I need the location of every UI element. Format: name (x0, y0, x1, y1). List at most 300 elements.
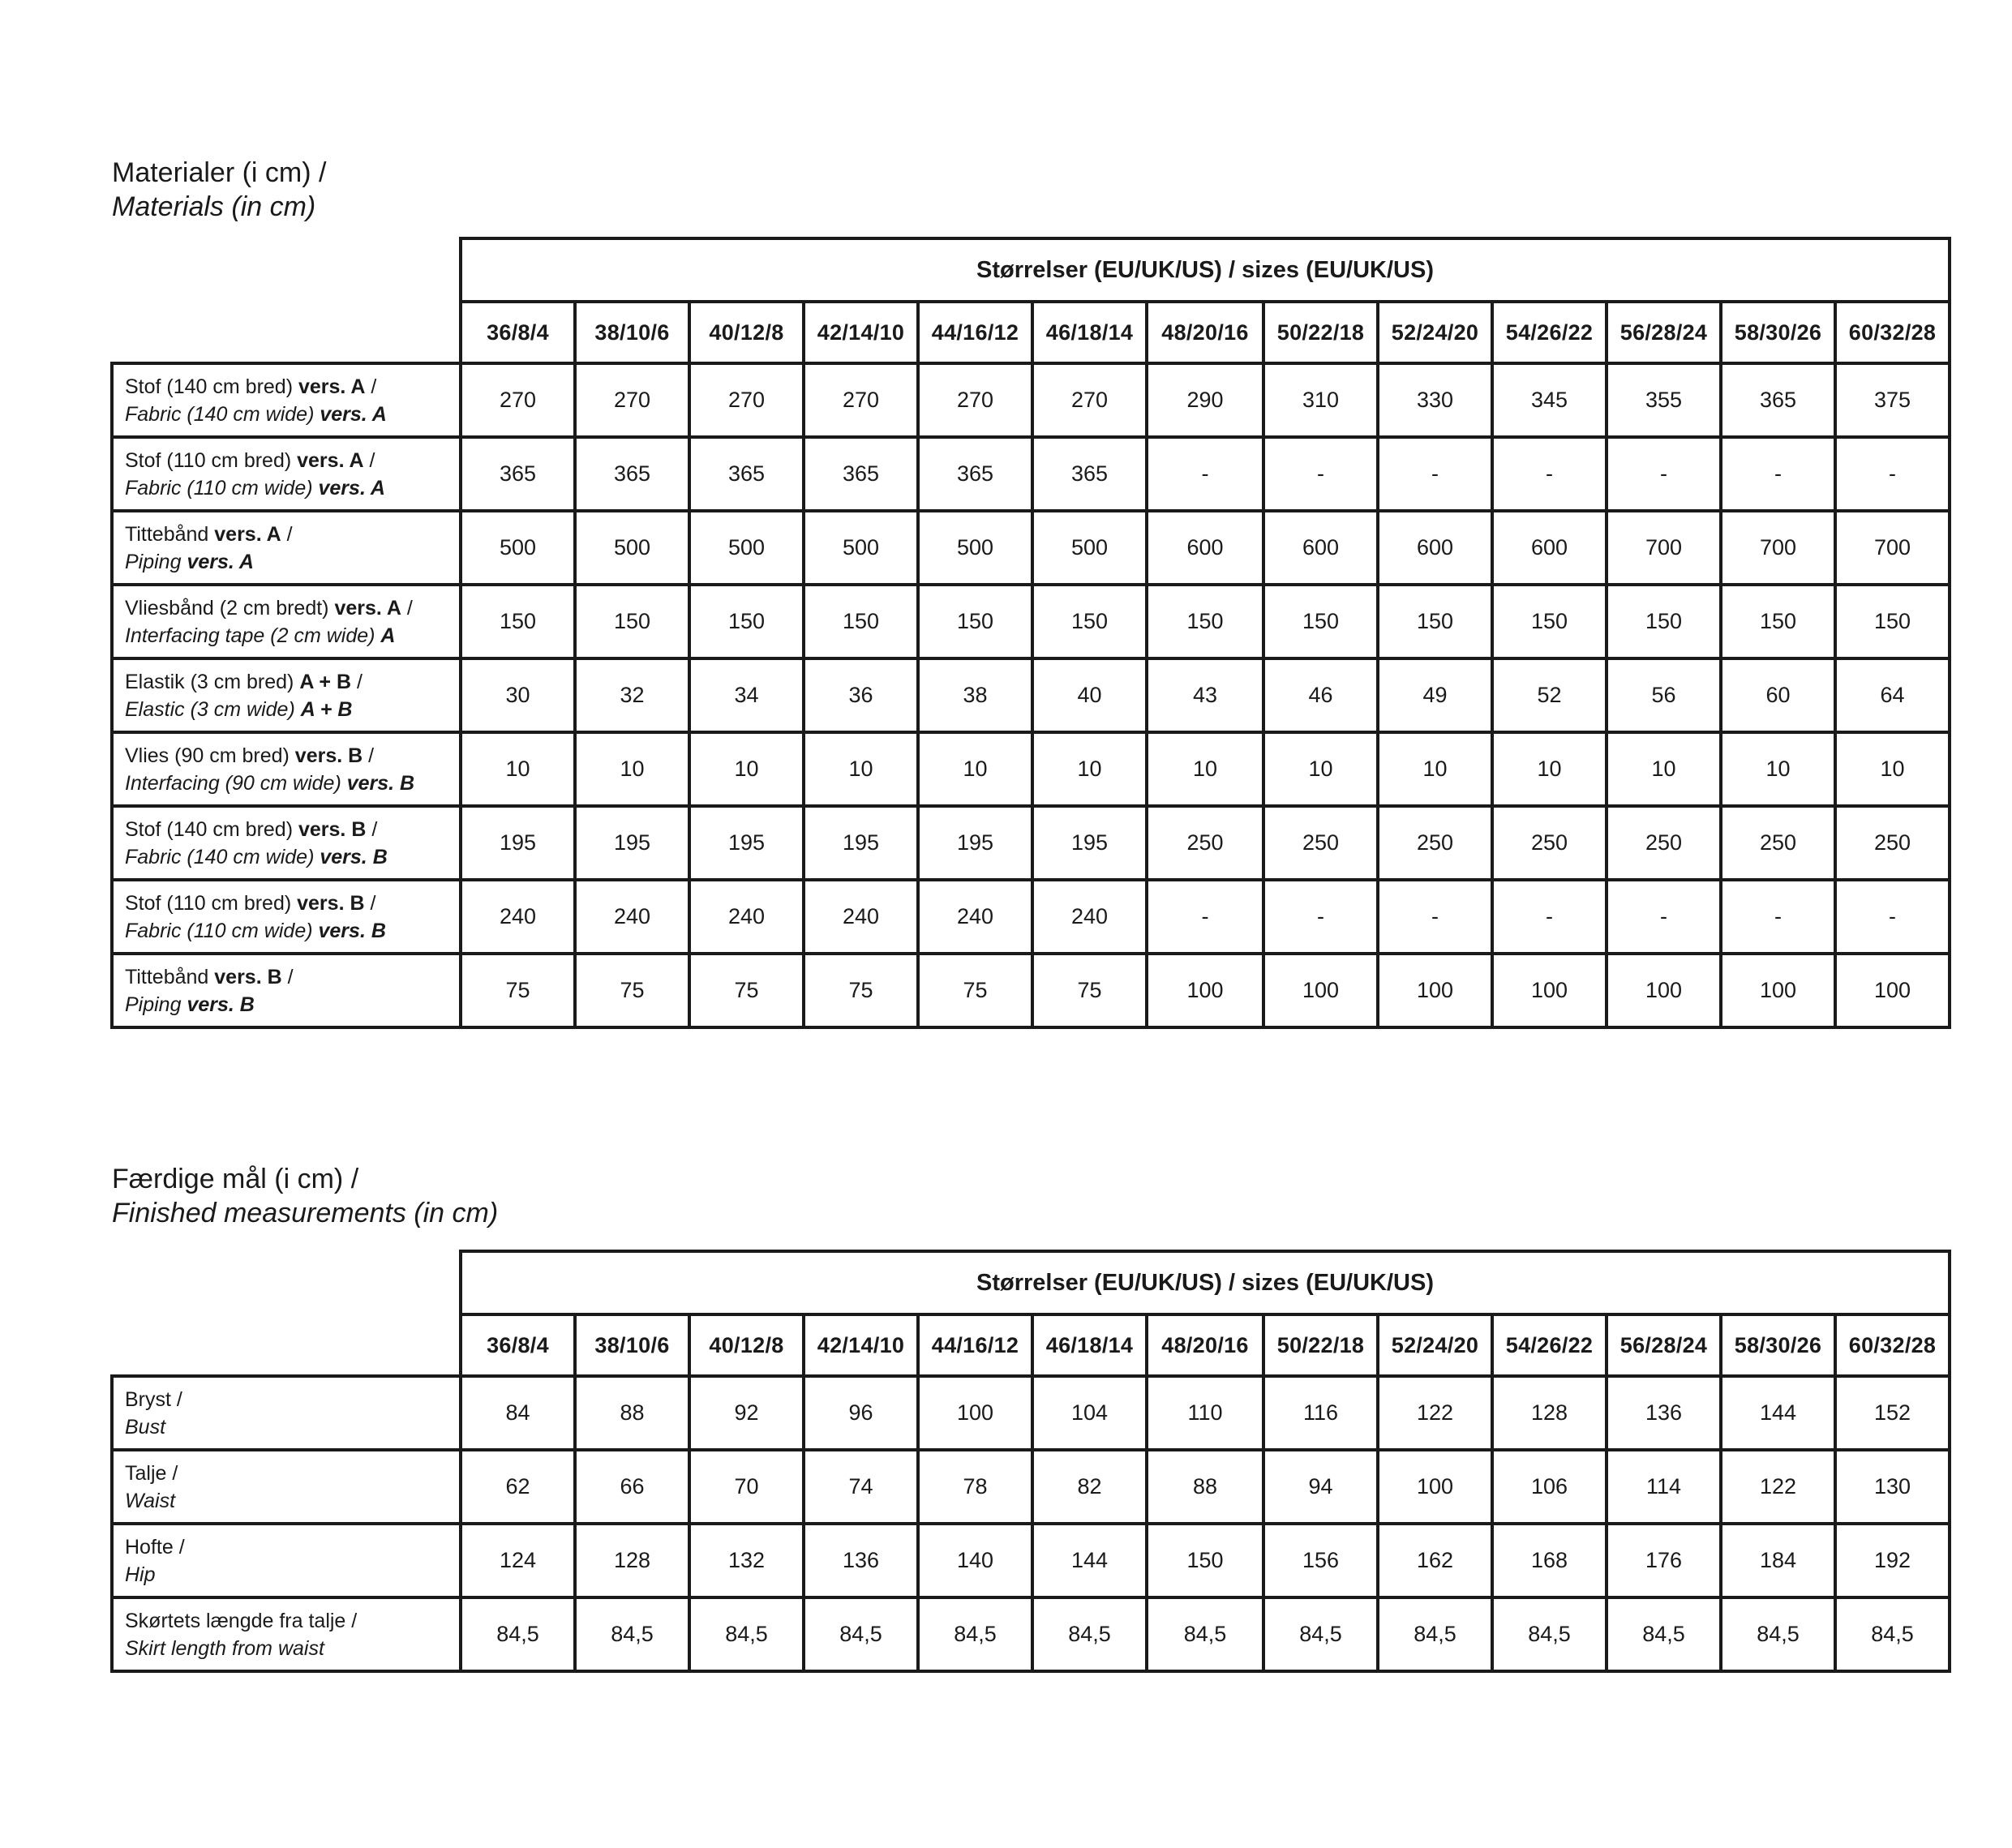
table-row (112, 511, 1950, 585)
row-label-da (125, 818, 377, 841)
table-cell: 128 (575, 1524, 689, 1597)
table-cell: - (1721, 437, 1835, 511)
table-cell: 150 (1263, 585, 1378, 658)
table-cell: 128 (1492, 1376, 1607, 1450)
table-cell: 62 (461, 1450, 575, 1524)
row-label-da-text: Hofte (125, 1535, 174, 1559)
table-cell: 240 (689, 880, 804, 954)
table-cell: 162 (1378, 1524, 1492, 1597)
row-label-da (125, 523, 293, 546)
table-cell: - (1378, 437, 1492, 511)
row-label-en-version: vers. A (320, 402, 387, 426)
table-cell: 84,5 (689, 1597, 804, 1671)
table-cell: 700 (1721, 511, 1835, 585)
row-label (112, 437, 461, 511)
row-label (112, 806, 461, 880)
table-cell: 84,5 (1263, 1597, 1378, 1671)
table-cell: 10 (1263, 732, 1378, 806)
materials-title-en: Materials (in cm) (112, 191, 316, 222)
table-cell: 250 (1721, 806, 1835, 880)
row-label-en-text: Fabric (110 cm wide) (125, 919, 319, 942)
table-cell: - (1263, 437, 1378, 511)
table-cell: 100 (1721, 954, 1835, 1027)
row-label-da (125, 1536, 185, 1559)
table-cell: 250 (1147, 806, 1263, 880)
table-cell: 75 (689, 954, 804, 1027)
size-column-header: 46/18/14 (1032, 302, 1147, 363)
table-cell: 150 (918, 585, 1032, 658)
table-cell: 240 (461, 880, 575, 954)
row-label-da-text: Elastik (3 cm bred) (125, 670, 300, 693)
table-cell: 40 (1032, 658, 1147, 732)
materials-title-da: Materialer (i cm) / (112, 157, 327, 188)
table-cell: 43 (1147, 658, 1263, 732)
table-cell: 10 (804, 732, 918, 806)
table-cell: 600 (1147, 511, 1263, 585)
table-cell: 140 (918, 1524, 1032, 1597)
size-column-header: 36/8/4 (461, 302, 575, 363)
table-row (112, 732, 1950, 806)
row-label (112, 658, 461, 732)
table-cell: 75 (461, 954, 575, 1027)
table-cell: 100 (1263, 954, 1378, 1027)
table-cell: 365 (461, 437, 575, 511)
row-label-da (125, 1610, 357, 1632)
row-label-en (125, 1561, 459, 1589)
table-cell: 75 (918, 954, 1032, 1027)
size-column-header: 42/14/10 (804, 302, 918, 363)
size-column-header: 48/20/16 (1147, 1314, 1263, 1376)
table-cell: 132 (689, 1524, 804, 1597)
table-cell: 94 (1263, 1450, 1378, 1524)
row-label-en-text: Bust (125, 1415, 166, 1439)
row-label-separator: / (166, 1461, 178, 1485)
row-label-da-text: Skørtets længde fra talje (125, 1609, 346, 1632)
materials-sizes-header: Størrelser (EU/UK/US) / sizes (EU/UK/US) (461, 238, 1950, 302)
table-row (112, 658, 1950, 732)
row-label-en (125, 622, 459, 650)
table-cell: 250 (1607, 806, 1721, 880)
row-label-da-text: Vliesbånd (2 cm bredt) (125, 596, 335, 620)
row-label-da-text: Talje (125, 1461, 167, 1485)
table-cell: 88 (1147, 1450, 1263, 1524)
table-cell: 270 (461, 363, 575, 437)
table-cell: 75 (804, 954, 918, 1027)
row-label-en-text: Piping (125, 993, 187, 1016)
table-cell: 144 (1032, 1524, 1147, 1597)
table-cell: 56 (1607, 658, 1721, 732)
row-label-en (125, 991, 459, 1018)
row-label-da-text: Bryst (125, 1387, 171, 1411)
row-label-da-text: Vlies (90 cm bred) (125, 744, 295, 767)
table-cell: 100 (1835, 954, 1950, 1027)
size-column-header: 58/30/26 (1721, 302, 1835, 363)
row-label-en-version: vers. B (187, 993, 255, 1016)
table-cell: 156 (1263, 1524, 1378, 1597)
row-label-en (125, 474, 459, 502)
table-cell: 110 (1147, 1376, 1263, 1450)
table-cell: 84,5 (461, 1597, 575, 1671)
table-cell: 365 (689, 437, 804, 511)
row-label-en-text: Interfacing (90 cm wide) (125, 771, 347, 795)
table-cell: 250 (1263, 806, 1378, 880)
table-cell: 88 (575, 1376, 689, 1450)
table-cell: 150 (1147, 1524, 1263, 1597)
finished-title-da: Færdige mål (i cm) / (112, 1164, 359, 1194)
table-cell: 500 (575, 511, 689, 585)
table-cell: - (1147, 880, 1263, 954)
row-label-en-version: vers. B (346, 771, 415, 795)
table-cell: 600 (1263, 511, 1378, 585)
table-cell: 500 (804, 511, 918, 585)
table-cell: 130 (1835, 1450, 1950, 1524)
row-label-da (125, 597, 413, 620)
table-cell: - (1147, 437, 1263, 511)
row-label (112, 732, 461, 806)
table-cell: 150 (804, 585, 918, 658)
table-cell: 330 (1378, 363, 1492, 437)
table-cell: 10 (1607, 732, 1721, 806)
table-row (112, 806, 1950, 880)
table-cell: 195 (1032, 806, 1147, 880)
row-label (112, 511, 461, 585)
size-column-header: 44/16/12 (918, 1314, 1032, 1376)
table-cell: 500 (918, 511, 1032, 585)
row-label-separator: / (363, 744, 375, 767)
table-cell: 195 (575, 806, 689, 880)
row-label-separator: / (366, 817, 378, 841)
table-cell: 10 (461, 732, 575, 806)
table-cell: 168 (1492, 1524, 1607, 1597)
table-cell: 10 (918, 732, 1032, 806)
row-label-da-text: Stof (140 cm bred) (125, 817, 298, 841)
finished-title-en: Finished measurements (in cm) (112, 1198, 499, 1228)
table-cell: 84,5 (1835, 1597, 1950, 1671)
row-label (112, 1597, 461, 1671)
table-cell: 122 (1378, 1376, 1492, 1450)
table-cell: 355 (1607, 363, 1721, 437)
row-label-en (125, 548, 459, 576)
size-column-header: 46/18/14 (1032, 1314, 1147, 1376)
table-cell: 84,5 (1721, 1597, 1835, 1671)
table-cell: 500 (1032, 511, 1147, 585)
row-label-da (125, 892, 375, 915)
table-cell: 176 (1607, 1524, 1721, 1597)
row-label-en (125, 401, 459, 428)
size-column-header: 52/24/20 (1378, 1314, 1492, 1376)
table-cell: 49 (1378, 658, 1492, 732)
row-label-da (125, 1388, 182, 1411)
row-label-en-text: Skirt length from waist (125, 1636, 324, 1660)
table-cell: 150 (1147, 585, 1263, 658)
table-cell: 100 (1147, 954, 1263, 1027)
table-cell: 106 (1492, 1450, 1607, 1524)
size-column-header: 54/26/22 (1492, 302, 1607, 363)
table-row (112, 1524, 1950, 1597)
size-column-header: 60/32/28 (1835, 302, 1950, 363)
table-cell: 10 (1032, 732, 1147, 806)
table-cell: 78 (918, 1450, 1032, 1524)
table-cell: 10 (1147, 732, 1263, 806)
row-label-da-version: vers. A (334, 596, 401, 620)
row-label (112, 363, 461, 437)
row-label-separator: / (345, 1609, 358, 1632)
table-cell: - (1835, 880, 1950, 954)
table-cell: 240 (804, 880, 918, 954)
table-cell: 122 (1721, 1450, 1835, 1524)
row-label-da-version: A + B (299, 670, 352, 693)
size-column-header: 50/22/18 (1263, 1314, 1378, 1376)
table-cell: 150 (1492, 585, 1607, 658)
row-label-en-version: vers. B (320, 845, 388, 868)
row-label-da-text: Tittebånd (125, 965, 215, 988)
table-cell: 10 (1721, 732, 1835, 806)
row-label-da (125, 966, 294, 988)
materials-title (112, 156, 326, 224)
table-row (112, 437, 1950, 511)
table-cell: 195 (918, 806, 1032, 880)
table-cell: 152 (1835, 1376, 1950, 1450)
table-cell: 116 (1263, 1376, 1378, 1450)
table-cell: 10 (1378, 732, 1492, 806)
table-cell: 66 (575, 1450, 689, 1524)
table-cell: 184 (1721, 1524, 1835, 1597)
table-cell: 74 (804, 1450, 918, 1524)
table-cell: 64 (1835, 658, 1950, 732)
table-cell: 84,5 (1378, 1597, 1492, 1671)
table-cell: 84,5 (575, 1597, 689, 1671)
row-label (112, 1524, 461, 1597)
table-cell: 10 (1835, 732, 1950, 806)
table-cell: 84,5 (1147, 1597, 1263, 1671)
table-cell: 270 (1032, 363, 1147, 437)
size-column-header: 44/16/12 (918, 302, 1032, 363)
row-label-en-version: vers. B (318, 919, 386, 942)
row-label-en (125, 770, 459, 797)
table-cell: 365 (1032, 437, 1147, 511)
table-cell: 84,5 (1032, 1597, 1147, 1671)
table-row (112, 585, 1950, 658)
table-cell: 75 (1032, 954, 1147, 1027)
size-column-header: 56/28/24 (1607, 1314, 1721, 1376)
row-label-en (125, 1413, 459, 1441)
table-row (112, 1450, 1950, 1524)
table-cell: 100 (1607, 954, 1721, 1027)
table-cell: 104 (1032, 1376, 1147, 1450)
size-column-header: 48/20/16 (1147, 302, 1263, 363)
table-cell: 500 (461, 511, 575, 585)
table-cell: 82 (1032, 1450, 1147, 1524)
table-cell: 150 (1032, 585, 1147, 658)
table-cell: 150 (461, 585, 575, 658)
table-cell: 150 (575, 585, 689, 658)
table-cell: 100 (1492, 954, 1607, 1027)
row-label-da (125, 449, 375, 472)
table-cell: 96 (804, 1376, 918, 1450)
table-cell: - (1835, 437, 1950, 511)
table-cell: 144 (1721, 1376, 1835, 1450)
table-row (112, 363, 1950, 437)
table-cell: 365 (804, 437, 918, 511)
size-column-header: 60/32/28 (1835, 1314, 1950, 1376)
table-cell: 365 (575, 437, 689, 511)
row-label-da-version: vers. A (297, 448, 364, 472)
row-label-en-text: Waist (125, 1489, 176, 1512)
table-row (112, 1376, 1950, 1450)
row-label (112, 1376, 461, 1450)
table-cell: 365 (918, 437, 1032, 511)
table-cell: 84 (461, 1376, 575, 1450)
table-cell: 114 (1607, 1450, 1721, 1524)
table-cell: 52 (1492, 658, 1607, 732)
row-label-en (125, 917, 459, 945)
row-label (112, 1450, 461, 1524)
row-label-da-version: vers. B (294, 744, 363, 767)
table-cell: 240 (575, 880, 689, 954)
table-cell: 250 (1492, 806, 1607, 880)
finished-table (110, 1250, 1951, 1673)
table-cell: 32 (575, 658, 689, 732)
table-row (112, 880, 1950, 954)
row-label-en-text: Interfacing tape (2 cm wide) (125, 624, 381, 647)
table-cell: 310 (1263, 363, 1378, 437)
table-cell: 195 (804, 806, 918, 880)
size-column-header: 38/10/6 (575, 302, 689, 363)
row-label-en-text: Elastic (3 cm wide) (125, 697, 301, 721)
row-label-en (125, 696, 459, 723)
table-cell: 375 (1835, 363, 1950, 437)
row-label-en (125, 1635, 459, 1662)
table-cell: 600 (1378, 511, 1492, 585)
row-label-en-text: Fabric (140 cm wide) (125, 845, 320, 868)
materials-table (110, 237, 1951, 1029)
table-cell: 150 (1721, 585, 1835, 658)
row-label-en-text: Fabric (110 cm wide) (125, 476, 319, 500)
table-cell: - (1607, 880, 1721, 954)
table-cell: 150 (1607, 585, 1721, 658)
row-label-en-version: A (380, 624, 396, 647)
table-cell: - (1492, 437, 1607, 511)
row-label-da-text: Tittebånd (125, 522, 215, 546)
row-label-da-version: vers. B (214, 965, 282, 988)
table-cell: 84,5 (1492, 1597, 1607, 1671)
table-cell: 10 (575, 732, 689, 806)
table-cell: 500 (689, 511, 804, 585)
table-cell: 250 (1378, 806, 1492, 880)
table-cell: 84,5 (918, 1597, 1032, 1671)
table-cell: 270 (804, 363, 918, 437)
row-label (112, 585, 461, 658)
table-cell: - (1721, 880, 1835, 954)
row-label-da (125, 671, 363, 693)
table-cell: 92 (689, 1376, 804, 1450)
row-label-da (125, 375, 376, 398)
row-label-separator: / (401, 596, 413, 620)
table-cell: 195 (461, 806, 575, 880)
table-cell: 150 (1835, 585, 1950, 658)
table-cell: 136 (804, 1524, 918, 1597)
row-label-en (125, 843, 459, 871)
table-cell: 192 (1835, 1524, 1950, 1597)
row-label-da-text: Stof (140 cm bred) (125, 375, 298, 398)
row-label-separator: / (363, 448, 375, 472)
table-cell: 100 (1378, 954, 1492, 1027)
table-cell: 70 (689, 1450, 804, 1524)
row-label-separator: / (281, 522, 293, 546)
table-cell: 46 (1263, 658, 1378, 732)
size-column-header: 52/24/20 (1378, 302, 1492, 363)
size-column-header: 58/30/26 (1721, 1314, 1835, 1376)
table-cell: 250 (1835, 806, 1950, 880)
table-cell: 365 (1721, 363, 1835, 437)
row-label-da-version: vers. A (298, 375, 366, 398)
row-label-da-text: Stof (110 cm bred) (125, 891, 298, 915)
table-cell: 124 (461, 1524, 575, 1597)
table-cell: 38 (918, 658, 1032, 732)
table-cell: 100 (918, 1376, 1032, 1450)
row-label-separator: / (281, 965, 294, 988)
table-row (112, 954, 1950, 1027)
row-label-separator: / (351, 670, 363, 693)
table-cell: 10 (1492, 732, 1607, 806)
size-column-header: 50/22/18 (1263, 302, 1378, 363)
row-label-en-text: Piping (125, 550, 187, 573)
row-label-en (125, 1487, 459, 1515)
row-label-da-text: Stof (110 cm bred) (125, 448, 298, 472)
row-label-da (125, 744, 374, 767)
row-label-separator: / (364, 891, 376, 915)
row-label (112, 954, 461, 1027)
table-cell: 290 (1147, 363, 1263, 437)
row-label-separator: / (173, 1535, 185, 1559)
table-cell: 150 (689, 585, 804, 658)
row-label-en-version: vers. A (187, 550, 254, 573)
table-row (112, 1597, 1950, 1671)
table-cell: 84,5 (804, 1597, 918, 1671)
table-cell: 30 (461, 658, 575, 732)
size-column-header: 40/12/8 (689, 1314, 804, 1376)
table-cell: 270 (689, 363, 804, 437)
row-label-separator: / (365, 375, 377, 398)
size-column-header: 56/28/24 (1607, 302, 1721, 363)
size-column-header: 36/8/4 (461, 1314, 575, 1376)
table-cell: - (1378, 880, 1492, 954)
size-column-header: 54/26/22 (1492, 1314, 1607, 1376)
table-cell: 270 (575, 363, 689, 437)
table-cell: 100 (1378, 1450, 1492, 1524)
row-label-da-version: vers. B (298, 817, 367, 841)
table-cell: 600 (1492, 511, 1607, 585)
finished-sizes-header: Størrelser (EU/UK/US) / sizes (EU/UK/US) (461, 1251, 1950, 1314)
table-cell: 34 (689, 658, 804, 732)
row-label-en-text: Hip (125, 1563, 156, 1586)
size-column-header: 40/12/8 (689, 302, 804, 363)
table-cell: 10 (689, 732, 804, 806)
table-cell: 60 (1721, 658, 1835, 732)
table-cell: 345 (1492, 363, 1607, 437)
table-cell: 36 (804, 658, 918, 732)
table-cell: 240 (918, 880, 1032, 954)
row-label-en-version: vers. A (318, 476, 385, 500)
table-cell: 240 (1032, 880, 1147, 954)
table-cell: 84,5 (1607, 1597, 1721, 1671)
table-cell: 270 (918, 363, 1032, 437)
row-label-da (125, 1462, 178, 1485)
row-label-en-text: Fabric (140 cm wide) (125, 402, 320, 426)
table-cell: - (1492, 880, 1607, 954)
row-label (112, 880, 461, 954)
table-cell: 150 (1378, 585, 1492, 658)
